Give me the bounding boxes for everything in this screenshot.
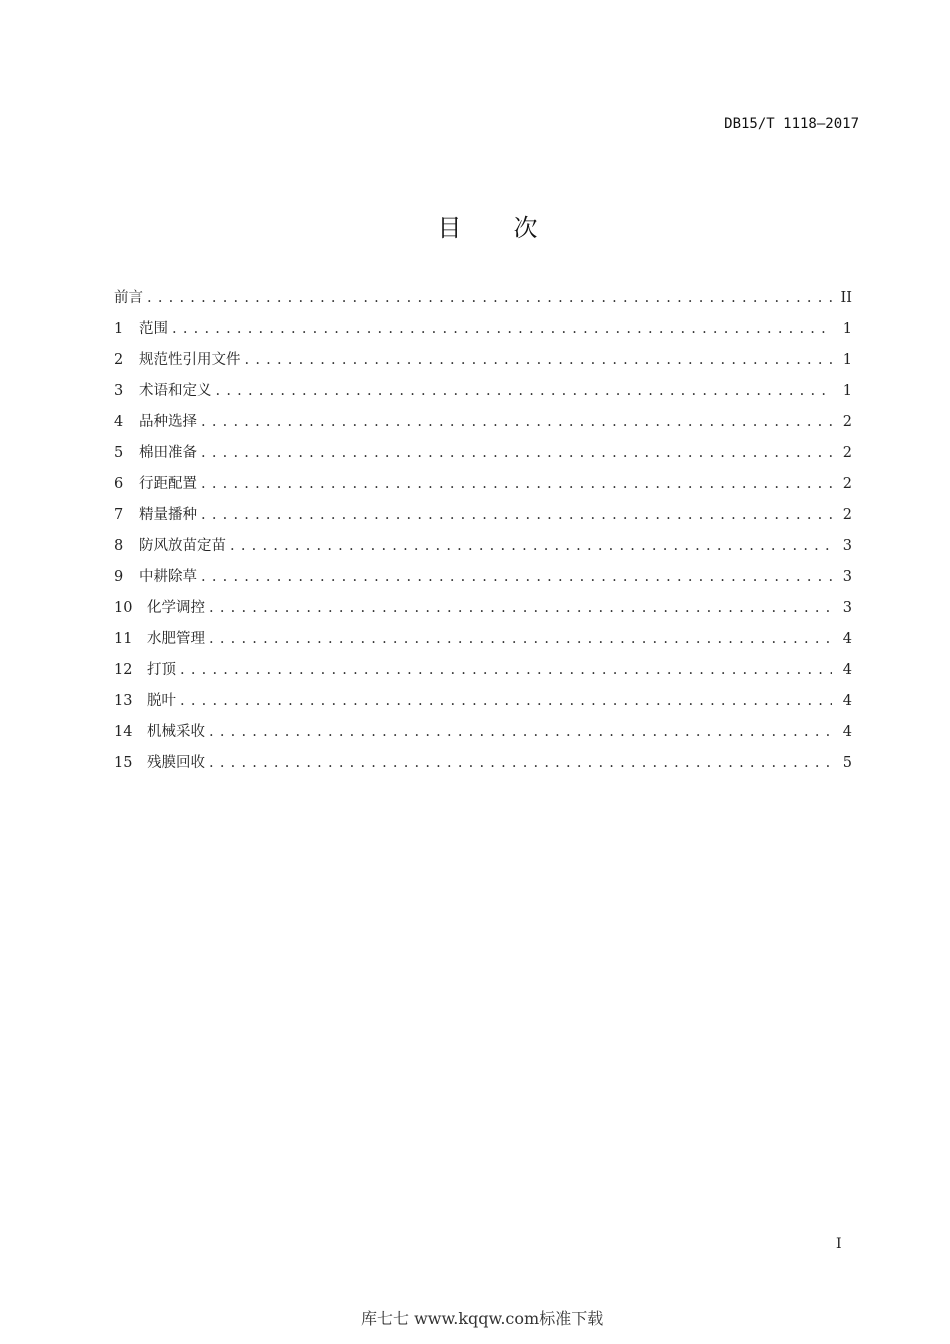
toc-entry[interactable]	[114, 629, 852, 660]
dot-leader	[201, 443, 832, 463]
dot-leader	[180, 660, 832, 680]
toc-entry-number: 6	[114, 476, 124, 492]
toc-entry-number: 10	[114, 600, 133, 616]
toc-entry-page: 4	[842, 631, 852, 647]
toc-entry-number: 7	[114, 507, 124, 523]
toc-entry[interactable]	[114, 474, 852, 505]
toc-entry[interactable]	[114, 536, 852, 567]
toc-entry-number: 9	[114, 569, 124, 585]
toc-entry[interactable]	[114, 567, 852, 598]
toc-entry-number: 1	[114, 321, 124, 337]
toc-entry-page: 3	[842, 600, 852, 616]
title-char: 目	[437, 214, 462, 242]
toc-entry-label: 规范性引用文件	[139, 352, 241, 368]
toc-entry[interactable]	[114, 753, 852, 784]
toc-entry-label: 范围	[139, 321, 168, 337]
dot-leader	[201, 567, 832, 587]
toc-entry-label: 前言	[114, 290, 143, 306]
toc-entry-label: 防风放苗定苗	[139, 538, 226, 554]
toc-entry[interactable]	[114, 443, 852, 474]
toc-entry-label: 棉田准备	[139, 445, 197, 461]
footer-watermark: 库七七 www.kqqw.com标准下载	[361, 1309, 604, 1328]
toc-entry-number: 11	[114, 631, 133, 647]
toc-entry-page: 4	[842, 724, 852, 740]
toc-entry-label: 化学调控	[147, 600, 205, 616]
toc-entry-page: 2	[842, 476, 852, 492]
dot-leader	[201, 474, 832, 494]
toc-entry-number: 5	[114, 445, 124, 461]
dot-leader	[209, 722, 832, 742]
toc-entry[interactable]	[114, 412, 852, 443]
dot-leader	[209, 753, 832, 773]
table-of-contents	[114, 288, 852, 784]
toc-entry-page: 1	[842, 352, 852, 368]
toc-entry-label: 中耕除草	[139, 569, 197, 585]
toc-entry[interactable]	[114, 660, 852, 691]
dot-leader	[216, 381, 833, 401]
dot-leader	[230, 536, 832, 556]
toc-entry-number: 8	[114, 538, 124, 554]
page-number: I	[836, 1236, 842, 1252]
toc-entry-number: 13	[114, 693, 133, 709]
toc-entry-number: 3	[114, 383, 124, 399]
dot-leader	[147, 288, 832, 308]
toc-entry-number: 2	[114, 352, 124, 368]
toc-entry-number: 15	[114, 755, 133, 771]
document-number: DB15/T 1118—2017	[724, 116, 859, 132]
toc-entry-page: 1	[842, 321, 852, 337]
toc-entry-page: 2	[842, 507, 852, 523]
toc-entry-label: 机械采收	[147, 724, 205, 740]
toc-entry[interactable]	[114, 319, 852, 350]
toc-entry-page: II	[840, 290, 852, 306]
page-title	[0, 208, 950, 243]
toc-entry[interactable]	[114, 288, 852, 319]
dot-leader	[172, 319, 832, 339]
toc-entry-label: 品种选择	[139, 414, 197, 430]
toc-entry-label: 残膜回收	[147, 755, 205, 771]
title-char: 次	[513, 214, 538, 242]
dot-leader	[245, 350, 833, 370]
toc-entry-page: 3	[842, 538, 852, 554]
toc-entry[interactable]	[114, 598, 852, 629]
toc-entry-page: 4	[842, 693, 852, 709]
toc-entry[interactable]	[114, 381, 852, 412]
toc-entry-page: 5	[842, 755, 852, 771]
dot-leader	[209, 629, 832, 649]
toc-entry-label: 行距配置	[139, 476, 197, 492]
dot-leader	[209, 598, 832, 618]
toc-entry[interactable]	[114, 350, 852, 381]
dot-leader	[201, 505, 832, 525]
toc-entry-number: 14	[114, 724, 133, 740]
toc-entry-number: 4	[114, 414, 124, 430]
toc-entry[interactable]	[114, 505, 852, 536]
toc-entry-label: 水肥管理	[147, 631, 205, 647]
toc-entry-page: 1	[842, 383, 852, 399]
toc-entry-page: 2	[842, 414, 852, 430]
dot-leader	[180, 691, 832, 711]
dot-leader	[201, 412, 832, 432]
toc-entry-number: 12	[114, 662, 133, 678]
toc-entry-page: 4	[842, 662, 852, 678]
toc-entry-page: 2	[842, 445, 852, 461]
toc-entry-label: 打顶	[147, 662, 176, 678]
toc-entry-label: 术语和定义	[139, 383, 212, 399]
toc-entry-label: 脱叶	[147, 693, 176, 709]
toc-entry[interactable]	[114, 691, 852, 722]
toc-entry[interactable]	[114, 722, 852, 753]
toc-entry-label: 精量播种	[139, 507, 197, 523]
toc-entry-page: 3	[842, 569, 852, 585]
